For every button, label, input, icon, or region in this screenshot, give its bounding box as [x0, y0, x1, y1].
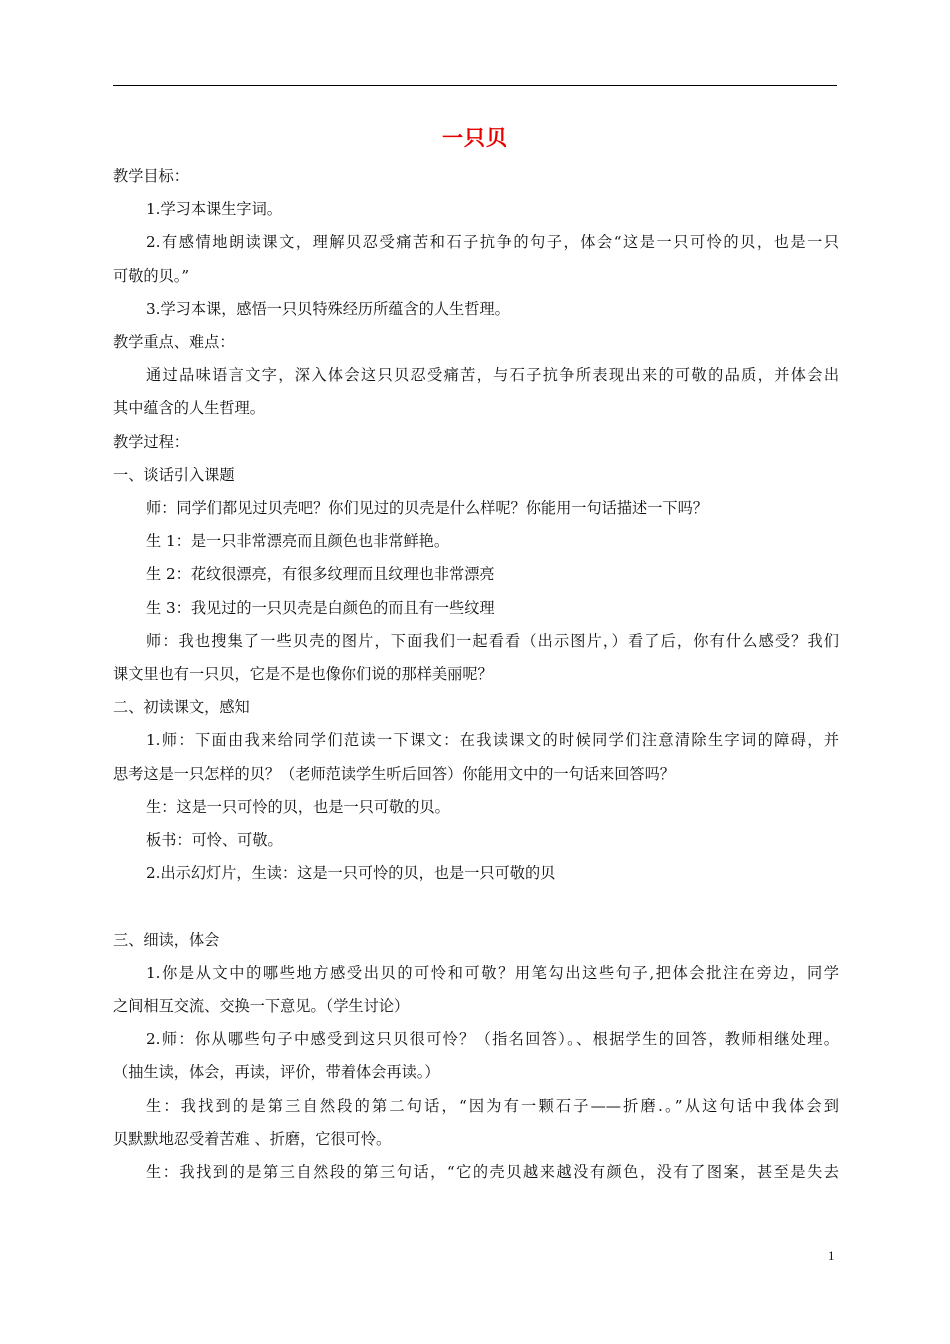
- paragraph-line: 1.师：下面由我来给同学们范读一下课文：在我读课文的时候同学们注意清除生字词的障碍，并: [146, 731, 839, 750]
- section-heading-process: 教学过程：: [113, 432, 189, 451]
- paragraph-line: 1.你是从文中的哪些地方感受出贝的可怜和可敬？用笔勾出这些句子,把体会批注在旁边，同学: [146, 963, 839, 982]
- page-number: 1: [828, 1248, 835, 1263]
- paragraph-line: 其中蕴含的人生哲理。: [113, 399, 265, 418]
- paragraph-line: 生 3：我见过的一只贝壳是白颜色的而且有一些纹理: [146, 598, 495, 617]
- paragraph-line: 2.出示幻灯片，生读：这是一只可怜的贝，也是一只可敬的贝: [146, 864, 556, 883]
- paragraph-line: （抽生读，体会，再读，评价，带着体会再读。）: [113, 1063, 440, 1082]
- paragraph-line: 生：我找到的是第三自然段的第二句话，“因为有一颗石子——折磨.。”从这句话中我体会到: [146, 1096, 839, 1115]
- section-heading-key-points: 教学重点、难点：: [113, 333, 235, 352]
- paragraph-line: 思考这是一只怎样的贝？（老师范读学生听后回答）你能用文中的一句话来回答吗？: [113, 764, 675, 783]
- paragraph-line: 3.学习本课，感悟一只贝特殊经历所蕴含的人生哲理。: [146, 299, 510, 318]
- section-heading-objectives: 教学目标：: [113, 167, 189, 185]
- section-heading-part-three: 三、细读，体会: [113, 930, 220, 949]
- paragraph-line: 1.学习本课生字词。: [146, 200, 282, 219]
- paragraph-line: 生：这是一只可怜的贝，也是一只可敬的贝。: [146, 797, 450, 816]
- paragraph-line: 师：我也搜集了一些贝壳的图片，下面我们一起看看（出示图片，）看了后，你有什么感受？我们: [146, 631, 839, 650]
- paragraph-line: 通过品味语言文字，深入体会这只贝忍受痛苦，与石子抗争所表现出来的可敬的品质，并体会出: [146, 366, 839, 385]
- paragraph-line: 师：同学们都见过贝壳吧？你们见过的贝壳是什么样呢？你能用一句话描述一下吗？: [146, 499, 708, 518]
- paragraph-line: 2.有感情地朗读课文，理解贝忍受痛苦和石子抗争的句子，体会“这是一只可怜的贝，也是一只: [146, 233, 839, 252]
- paragraph-line: 生 2：花纹很漂亮，有很多纹理而且纹理也非常漂亮: [146, 565, 495, 584]
- section-heading-part-two: 二、初读课文，感知: [113, 698, 250, 717]
- paragraph-line: 生：我找到的是第三自然段的第三句话，“它的壳贝越来越没有颜色，没有了图案，甚至是失去: [146, 1163, 839, 1182]
- header-rule: [113, 85, 837, 86]
- document-title: 一只贝: [442, 125, 508, 150]
- paragraph-line: 课文里也有一只贝，它是不是也像你们说的那样美丽呢？: [113, 665, 493, 684]
- paragraph-line: 2.师：你从哪些句子中感受到这只贝很可怜？（指名回答）。、根据学生的回答，教师相继处理。: [146, 1030, 839, 1049]
- paragraph-line: 之间相互交流、交换一下意见。（学生讨论）: [113, 997, 410, 1016]
- paragraph-line: 板书：可怜、可敬。: [146, 831, 283, 850]
- paragraph-line: 可敬的贝。”: [113, 266, 190, 285]
- section-heading-part-one: 一、谈话引入课题: [113, 465, 235, 484]
- blank-line: [113, 890, 839, 923]
- paragraph-line: 生 1：是一只非常漂亮而且颜色也非常鲜艳。: [146, 532, 450, 551]
- document-body: [113, 160, 839, 1189]
- paragraph-line: 贝默默地忍受着苦难 、折磨，它很可怜。: [113, 1129, 392, 1148]
